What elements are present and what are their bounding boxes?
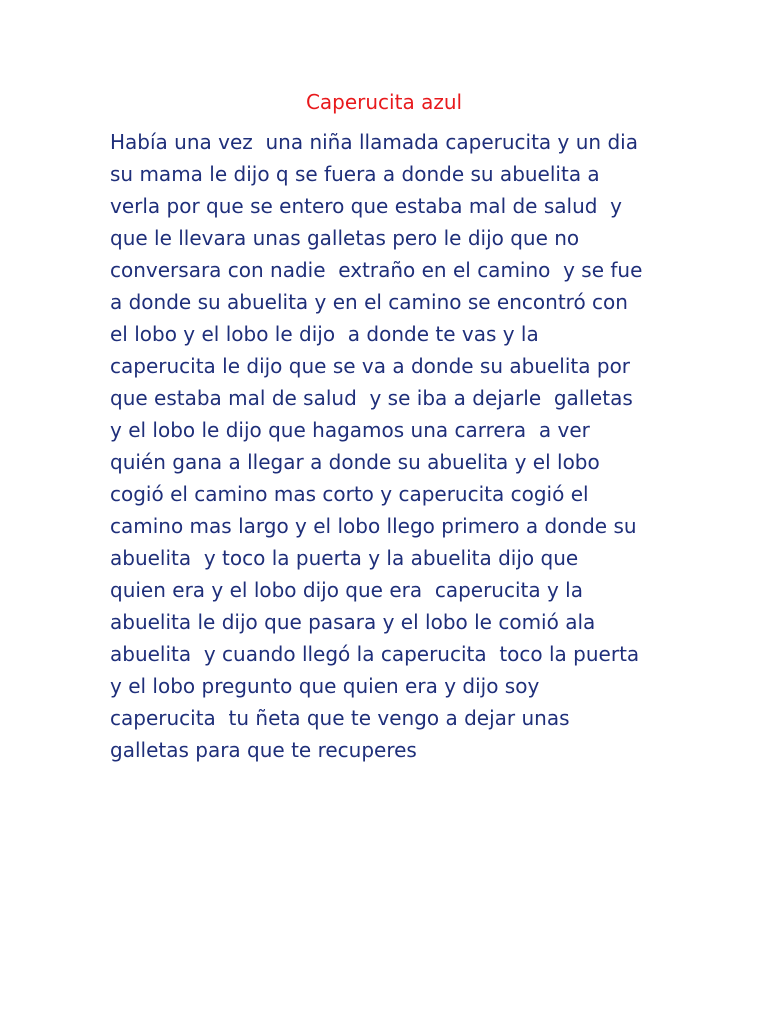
story-line: a donde su abuelita y en el camino se encontró con <box>110 290 628 314</box>
story-line: abuelita y cuando llegó la caperucita toco la puerta <box>110 642 640 666</box>
story-line: quién gana a llegar a donde su abuelita y el lobo <box>110 450 600 474</box>
story-line: verla por que se entero que estaba mal de salud y <box>110 194 622 218</box>
story-line: quien era y el lobo dijo que era caperucita y la <box>110 578 583 602</box>
story-line: conversara con nadie extraño en el camino y se fue <box>110 258 643 282</box>
story-line: Había una vez una niña llamada caperucita y un dia <box>110 130 638 154</box>
story-line: que le llevara unas galletas pero le dijo que no <box>110 226 580 250</box>
story-line: y el lobo pregunto que quien era y dijo soy <box>110 674 540 698</box>
story-line: cogió el camino mas corto y caperucita cogió el <box>110 482 589 506</box>
story-line: caperucita le dijo que se va a donde su abuelita por <box>110 354 631 378</box>
story-line: que estaba mal de salud y se iba a dejarle galletas <box>110 386 633 410</box>
story-line: caperucita tu ñeta que te vengo a dejar unas <box>110 706 570 730</box>
story-line: abuelita y toco la puerta y la abuelita dijo que <box>110 546 579 570</box>
story-line: abuelita le dijo que pasara y el lobo le comió ala <box>110 610 596 634</box>
story-line: y el lobo le dijo que hagamos una carrera a ver <box>110 418 590 442</box>
story-line: camino mas largo y el lobo llego primero a donde su <box>110 514 637 538</box>
story-body <box>110 126 690 766</box>
document-title: Caperucita azul <box>305 90 463 114</box>
story-line: el lobo y el lobo le dijo a donde te vas y la <box>110 322 539 346</box>
story-line: su mama le dijo q se fuera a donde su abuelita a <box>110 162 600 186</box>
story-line: galletas para que te recuperes <box>110 738 417 762</box>
